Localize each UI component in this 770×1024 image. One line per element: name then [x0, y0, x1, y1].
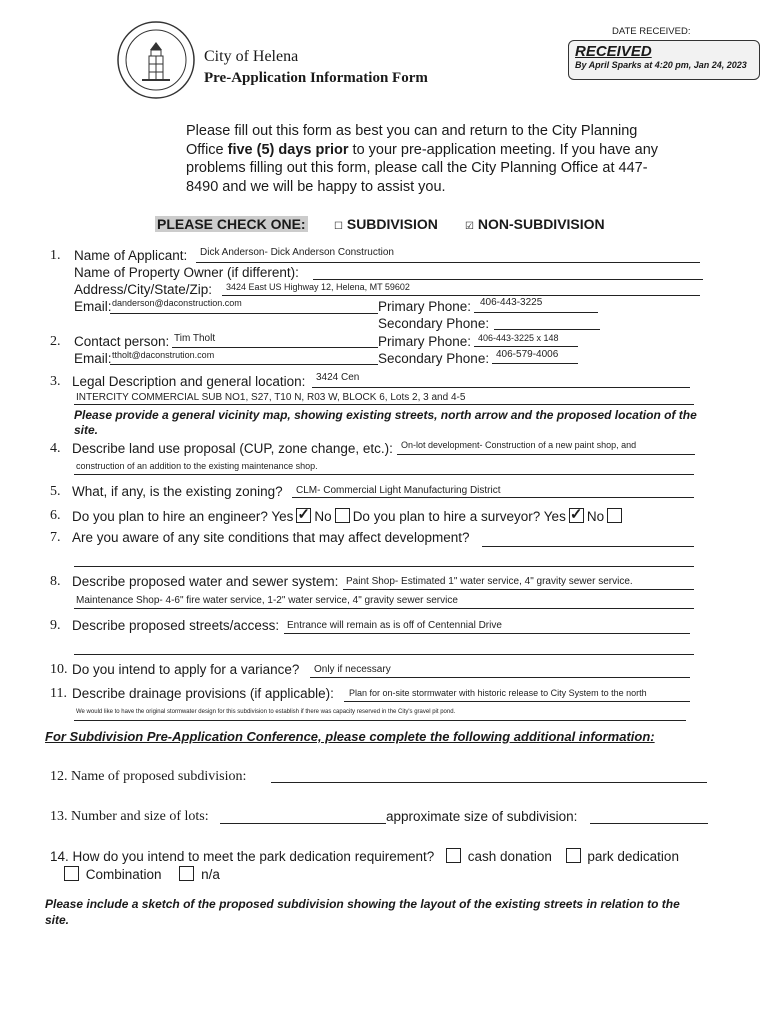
vicinity-map-note: Please provide a general vicinity map, showing existing streets, north arrow and the proposed location of the site.	[74, 408, 697, 437]
q2-primary-label: Primary Phone:	[378, 334, 472, 349]
legal-line-2	[74, 404, 694, 405]
engineer-yes-checkbox[interactable]	[296, 508, 311, 523]
q12-label: 12. Name of proposed subdivision:	[50, 769, 247, 784]
land-use-line-1	[397, 454, 695, 455]
engineer-no-checkbox[interactable]	[335, 508, 350, 523]
q1-number: 1.	[50, 248, 61, 263]
q11-number: 11.	[50, 686, 67, 701]
drainage-field-1[interactable]: Plan for on-site stormwater with historic release to City System to the north	[349, 688, 647, 698]
q1-primary-line	[474, 312, 598, 313]
q1-email-field[interactable]: danderson@daconstruction.com	[112, 298, 242, 308]
intro-paragraph	[186, 122, 666, 196]
q1-secondary-label: Secondary Phone:	[378, 316, 490, 331]
q2-primary-line	[474, 346, 578, 347]
q13-label2: approximate size of subdivision:	[386, 809, 578, 824]
q2-secondary-line	[492, 363, 578, 364]
subdivision-section-header: For Subdivision Pre-Application Conference, please complete the following additional information:	[45, 729, 655, 744]
city-name: City of Helena	[204, 48, 299, 65]
applicant-field[interactable]: Dick Anderson- Dick Anderson Construction	[200, 247, 394, 258]
q1-email-line	[110, 313, 378, 314]
q4-number: 4.	[50, 441, 61, 456]
surveyor-yes-checkbox[interactable]	[569, 508, 584, 523]
q1-primary-field[interactable]: 406-443-3225	[480, 297, 543, 308]
drainage-label: Describe drainage provisions (if applicable):	[72, 686, 334, 701]
contact-line	[172, 347, 378, 348]
applicant-line	[196, 262, 700, 263]
subdivision-size-line[interactable]	[590, 823, 708, 824]
subdivision-label: SUBDIVISION	[346, 216, 438, 232]
park-dedication-question	[50, 848, 740, 884]
q5-number: 5.	[50, 484, 61, 499]
site-conditions-line-2[interactable]	[74, 566, 694, 567]
non-subdivision-option[interactable]	[465, 216, 605, 232]
owner-line[interactable]	[313, 279, 703, 280]
q2-primary-field[interactable]: 406-443-3225 x 148	[478, 333, 559, 343]
q2-number: 2.	[50, 334, 61, 349]
q2-email-label: Email:	[74, 351, 112, 366]
streets-access-field[interactable]: Entrance will remain as is off of Centennial Drive	[287, 620, 502, 631]
land-use-field-2[interactable]: construction of an addition to the existing maintenance shop.	[76, 461, 318, 471]
intro-part1: Please fill out this form as best you can and return to the City Planning Office	[186, 123, 638, 158]
city-seal	[116, 20, 196, 100]
variance-label: Do you intend to apply for a variance?	[72, 662, 300, 677]
water-sewer-field-1[interactable]: Paint Shop- Estimated 1" water service, 4" gravity sewer service.	[346, 576, 633, 587]
q1-primary-label: Primary Phone:	[378, 299, 472, 314]
water-sewer-line-1	[343, 589, 694, 590]
q9-number: 9.	[50, 618, 61, 633]
surveyor-no-checkbox[interactable]	[607, 508, 622, 523]
engineer-no-label: No	[314, 509, 332, 524]
q6-number: 6.	[50, 508, 61, 523]
streets-access-label: Describe proposed streets/access:	[72, 618, 280, 633]
variance-field[interactable]: Only if necessary	[314, 664, 391, 675]
water-sewer-field-2[interactable]: Maintenance Shop- 4-6" fire water service, 1-2" water service, 4" gravity sewer service	[76, 595, 458, 606]
q8-number: 8.	[50, 574, 61, 589]
non-subdivision-label: NON-SUBDIVISION	[477, 216, 605, 232]
non-subdivision-checkbox[interactable]: ☑	[465, 221, 474, 232]
check-one-label: PLEASE CHECK ONE:	[157, 216, 306, 232]
site-conditions-line-1[interactable]	[482, 546, 694, 547]
subdivision-name-line[interactable]	[271, 782, 707, 783]
q14-label: 14. How do you intend to meet the park dedication requirement?	[50, 849, 435, 864]
address-field[interactable]: 3424 East US Highway 12, Helena, MT 59602	[226, 282, 410, 292]
q1-secondary-line[interactable]	[494, 329, 600, 330]
land-use-field-1[interactable]: On-lot development- Construction of a new paint shop, and	[401, 440, 637, 450]
applicant-label: Name of Applicant:	[74, 248, 188, 263]
intro-part2: to your pre-application meeting. If you have any problems filling out this form, please call the City Planning Office at 447-8490 and we will be happy to assist you.	[186, 141, 659, 195]
intro-bold: five (5) days prior	[227, 141, 349, 158]
address-label: Address/City/State/Zip:	[74, 282, 213, 297]
surveyor-no-label: No	[586, 509, 605, 524]
q13-label: 13. Number and size of lots:	[50, 809, 209, 824]
form-title: Pre-Application Information Form	[204, 70, 428, 86]
na-checkbox[interactable]	[179, 866, 194, 881]
drainage-line-1	[344, 701, 690, 702]
lots-line[interactable]	[220, 823, 386, 824]
q2-secondary-field[interactable]: 406-579-4006	[496, 349, 559, 360]
stamp-title: RECEIVED	[575, 43, 652, 60]
streets-access-line-2[interactable]	[74, 654, 694, 655]
q2-secondary-label: Secondary Phone:	[378, 351, 490, 366]
q3-number: 3.	[50, 374, 61, 389]
sketch-note: Please include a sketch of the proposed subdivision showing the layout of the existing streets in relation to the site.	[45, 897, 680, 927]
combination-label: Combination	[85, 867, 162, 882]
address-line	[222, 295, 700, 296]
variance-line	[310, 677, 690, 678]
subdivision-option[interactable]	[334, 216, 438, 232]
drainage-field-2[interactable]: We would like to have the original stormwater design for this subdivision to establish if there was capacity reserved in the City's gravel pit pond.	[76, 709, 456, 715]
streets-access-line-1	[284, 633, 690, 634]
hire-questions	[72, 508, 625, 524]
contact-label: Contact person:	[74, 334, 170, 349]
q7-number: 7.	[50, 530, 61, 545]
zoning-line	[292, 497, 694, 498]
park-dedication-label: park dedication	[587, 849, 679, 864]
legal-description-label: Legal Description and general location:	[72, 374, 306, 389]
surveyor-label: Do you plan to hire a surveyor? Yes	[352, 509, 566, 524]
cash-donation-label: cash donation	[467, 849, 552, 864]
stamp-sub: By April Sparks at 4:20 pm, Jan 24, 2023	[575, 60, 747, 70]
water-sewer-line-2	[74, 608, 694, 609]
q10-number: 10.	[50, 662, 68, 677]
legal-field-1[interactable]: 3424 Cen	[316, 372, 360, 383]
zoning-field[interactable]: CLM- Commercial Light Manufacturing District	[296, 485, 501, 496]
subdivision-checkbox[interactable]: ☐	[334, 221, 343, 232]
owner-label: Name of Property Owner (if different):	[74, 265, 299, 280]
cash-donation-checkbox[interactable]	[446, 848, 461, 863]
contact-field[interactable]: Tim Tholt	[174, 333, 216, 344]
park-dedication-checkbox[interactable]	[566, 848, 581, 863]
date-received-label: DATE RECEIVED:	[612, 26, 691, 37]
land-use-line-2	[74, 474, 694, 475]
received-stamp	[568, 40, 760, 80]
water-sewer-label: Describe proposed water and sewer system:	[72, 574, 339, 589]
zoning-label: What, if any, is the existing zoning?	[72, 484, 283, 499]
legal-line-1	[312, 387, 690, 388]
q2-email-field[interactable]: ttholt@daconstrution.com	[112, 350, 215, 360]
na-label: n/a	[201, 867, 220, 882]
q2-email-line	[110, 364, 378, 365]
q1-email-label: Email:	[74, 299, 112, 314]
combination-checkbox[interactable]	[64, 866, 79, 881]
legal-field-2[interactable]: INTERCITY COMMERCIAL SUB NO1, S27, T10 N, R03 W, BLOCK 6, Lots 2, 3 and 4-5	[76, 392, 466, 403]
drainage-line-2	[74, 720, 686, 721]
engineer-label: Do you plan to hire an engineer? Yes	[72, 509, 294, 524]
land-use-label: Describe land use proposal (CUP, zone change, etc.):	[72, 441, 393, 456]
site-conditions-label: Are you aware of any site conditions that may affect development?	[72, 530, 470, 545]
